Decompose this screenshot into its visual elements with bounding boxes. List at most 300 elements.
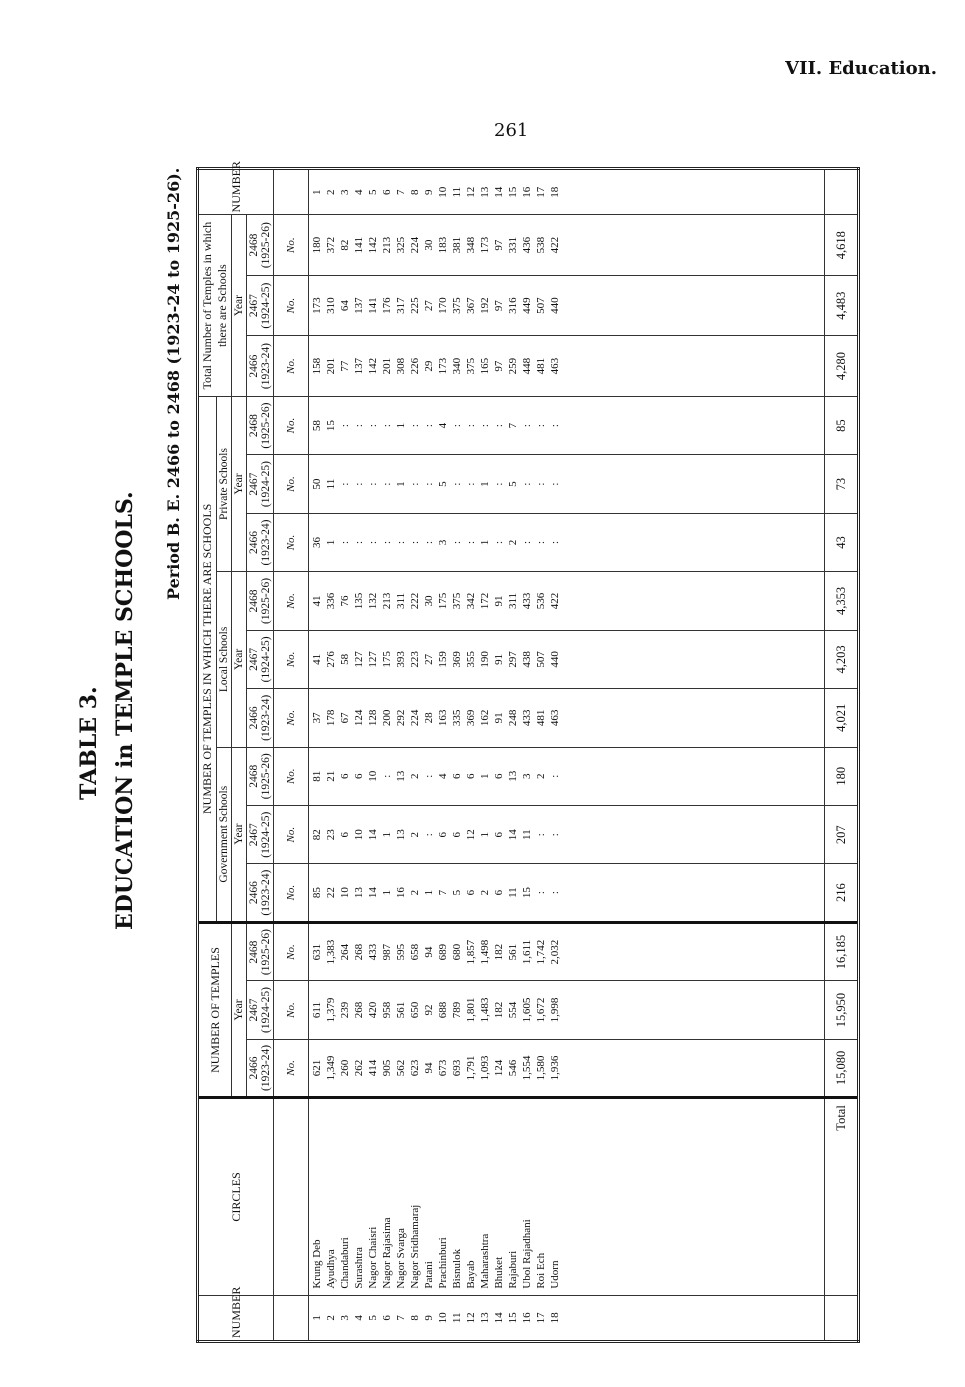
table-cell: :: [549, 774, 561, 778]
table-cell: 159: [437, 651, 449, 668]
table-cell: 170: [437, 297, 449, 314]
table-cell: 342: [465, 592, 477, 610]
table-cell: 6: [353, 773, 365, 779]
table-cell: :: [549, 833, 561, 837]
table-cell: :: [465, 540, 477, 545]
table-cell: 213: [381, 236, 393, 254]
table-cell: 128: [367, 709, 379, 727]
table-cell: :: [549, 424, 561, 428]
table-cell: 64: [339, 300, 351, 312]
table-cell: 223: [409, 651, 421, 668]
table-cell: 631: [311, 943, 323, 961]
table-cell: 650: [409, 1001, 421, 1019]
table-cell: 1: [311, 189, 323, 195]
table-cell: 1,742: [535, 939, 547, 965]
table-cell: 562: [395, 1059, 407, 1077]
table-cell: 16: [521, 186, 533, 198]
year-2468: 2468 (1925-26): [247, 747, 274, 805]
table-cell: 463: [549, 357, 561, 375]
schools-group-header: NUMBER OF TEMPLES IN WHICH THERE ARE SCHOOLS: [198, 396, 217, 922]
table-cell: 2: [409, 889, 421, 896]
table-cell: :: [549, 482, 561, 486]
gov-2468-column: [309, 747, 825, 805]
table-cell: 367: [465, 297, 477, 314]
table-cell: 5: [367, 1315, 379, 1321]
table-cell: :: [409, 540, 421, 545]
table-cell: 18: [549, 186, 561, 198]
table-cell: :: [381, 540, 393, 545]
year-2467: 2467 (1924-25): [247, 455, 274, 513]
table-cell: 297: [507, 651, 519, 668]
table-cell: :: [451, 540, 463, 545]
total-value: 85: [825, 396, 859, 455]
table-cell: 369: [451, 651, 463, 668]
table-cell: 175: [437, 592, 449, 610]
table-cell: :: [339, 482, 351, 486]
table-cell: 176: [381, 297, 393, 314]
table-cell: 239: [339, 1001, 351, 1019]
total-value: 4,618: [825, 215, 859, 275]
total-value: 4,203: [825, 630, 859, 688]
table-cell: 6: [381, 1315, 393, 1321]
table-cell: 22: [325, 887, 337, 899]
no-label: No.: [274, 215, 309, 275]
table-cell: 91: [493, 653, 505, 665]
table-cell: 16: [521, 1312, 533, 1324]
table-cell: 124: [353, 709, 365, 727]
table-cell: 14: [493, 1312, 505, 1324]
table-cell: 142: [367, 357, 379, 375]
table-cell: 163: [437, 709, 449, 727]
table-cell: 259: [507, 357, 519, 375]
table-cell: 448: [521, 357, 533, 375]
table-cell: 10: [437, 186, 449, 198]
year-2466: 2466 (1923-24): [247, 864, 274, 922]
table-cell: 1,791: [465, 1055, 477, 1081]
table-cell: 1: [395, 481, 407, 487]
table-cell: :: [535, 424, 547, 428]
table-cell: 224: [409, 709, 421, 727]
local-2466-column: [309, 689, 825, 747]
table-cell: 546: [507, 1059, 519, 1077]
total-value: 216: [825, 864, 859, 922]
table-cell: 11: [521, 829, 533, 840]
table-cell: 18: [549, 1312, 561, 1324]
table-cell: 16: [395, 887, 407, 899]
table-cell: :: [423, 833, 435, 837]
table-cell: 6: [493, 773, 505, 779]
table-cell: 11: [507, 887, 519, 898]
table-cell: 13: [395, 829, 407, 841]
table-cell: 27: [423, 300, 435, 312]
table-cell: 9: [423, 189, 435, 195]
table-cell: 3: [437, 539, 449, 546]
table-cell: 433: [521, 592, 533, 610]
table-cell: :: [367, 424, 379, 428]
table-cell: 958: [381, 1001, 393, 1019]
table-cell: 268: [353, 943, 365, 961]
table-cell: 381: [451, 236, 463, 254]
year-2467: 2467 (1924-25): [247, 805, 274, 863]
table-cell: :: [381, 424, 393, 428]
table-cell: 37: [311, 712, 323, 724]
table-cell: 6: [381, 189, 393, 195]
total-value: 15,080: [825, 1039, 859, 1097]
year-header: Year: [232, 396, 247, 571]
table-cell: :: [535, 891, 547, 895]
table-cell: 311: [507, 592, 519, 609]
table-cell: :: [451, 482, 463, 486]
table-cell: 2: [409, 831, 421, 838]
table-cell: 1: [479, 773, 491, 779]
table-cell: 689: [437, 943, 449, 961]
private-header: Private Schools: [217, 396, 232, 571]
table-cell: 595: [395, 943, 407, 961]
table-cell: 2: [507, 539, 519, 546]
table-cell: :: [493, 424, 505, 428]
table-cell: 173: [311, 297, 323, 314]
table-cell: 987: [381, 943, 393, 961]
table-cell: 276: [325, 651, 337, 668]
table-cell: 375: [451, 592, 463, 610]
table-cell: 97: [493, 360, 505, 372]
table-cell: 1,580: [535, 1055, 547, 1081]
table-cell: :: [395, 540, 407, 545]
total-value: 4,280: [825, 336, 859, 396]
table-cell: 1,611: [521, 939, 533, 965]
table-cell: :: [521, 424, 533, 428]
table-cell: 481: [535, 357, 547, 375]
no-label: No.: [274, 396, 309, 455]
table-cell: 14: [367, 887, 379, 899]
table-cell: 2: [479, 889, 491, 896]
temples-2466-column: [309, 1039, 825, 1097]
table-cell: 201: [381, 357, 393, 375]
table-cell: 11: [325, 478, 337, 490]
table-cell: 414: [367, 1059, 379, 1077]
table-cell: 67: [339, 712, 351, 724]
year-2468: 2468 (1925-26): [247, 215, 274, 275]
table-cell: 4: [437, 422, 449, 429]
table-cell: 310: [325, 297, 337, 314]
table-cell: 1,093: [479, 1055, 491, 1081]
table-cell: 124: [493, 1059, 505, 1077]
table-cell: 348: [465, 236, 477, 254]
table-cell: 82: [311, 829, 323, 841]
table-cell: 58: [311, 420, 323, 432]
table-cell: 94: [423, 1062, 435, 1074]
table-cell: 15: [325, 420, 337, 432]
table-cell: 693: [451, 1059, 463, 1077]
table-cell: 369: [465, 709, 477, 727]
total-value: 15,950: [825, 981, 859, 1039]
year-2466: 2466 (1923-24): [247, 1039, 274, 1097]
table-cell: 433: [367, 943, 379, 961]
table-cell: 97: [493, 239, 505, 251]
table-cell: 6: [437, 831, 449, 838]
table-cell: 536: [535, 592, 547, 610]
table-cell: 340: [451, 357, 463, 375]
total-2467-column: [309, 275, 825, 335]
no-label: No.: [274, 805, 309, 863]
table-cell: 6: [493, 831, 505, 838]
table-cell: 91: [493, 595, 505, 607]
table-cell: 91: [493, 712, 505, 724]
table-cell: 336: [325, 592, 337, 610]
table-cell: 260: [339, 1059, 351, 1077]
table-cell: 182: [493, 943, 505, 961]
education-table: [196, 161, 860, 1343]
total-value: 207: [825, 805, 859, 863]
table-cell: 561: [507, 943, 519, 961]
table-cell: Roi Ech: [535, 1252, 547, 1289]
table-cell: Ubol Rajadhani: [521, 1219, 533, 1289]
table-cell: 438: [521, 651, 533, 668]
table-cell: 262: [353, 1059, 365, 1077]
total-value: 180: [825, 747, 859, 805]
table-cell: 1,857: [465, 939, 477, 965]
table-cell: 13: [479, 1312, 491, 1324]
government-header: Government Schools: [217, 747, 232, 922]
table-cell: :: [535, 540, 547, 545]
table-cell: :: [493, 540, 505, 545]
table-cell: 1: [381, 889, 393, 896]
table-cell: 463: [549, 709, 561, 727]
no-label: No.: [274, 630, 309, 688]
table-cell: 393: [395, 651, 407, 668]
table-cell: Prachinburi: [437, 1237, 449, 1289]
table-cell: :: [423, 424, 435, 428]
table-cell: 3: [339, 1315, 351, 1321]
table-cell: 2: [325, 189, 337, 195]
table-cell: Bhuket: [493, 1256, 505, 1289]
table-cell: 2,032: [549, 939, 561, 965]
table-cell: :: [423, 774, 435, 778]
table-cell: 325: [395, 236, 407, 254]
table-cell: 8: [409, 1315, 421, 1321]
table-cell: 222: [409, 592, 421, 610]
table-cell: 507: [535, 297, 547, 314]
table-cell: Nagor Chaisri: [367, 1226, 379, 1289]
table-cell: 12: [465, 829, 477, 841]
table-cell: 1,498: [479, 939, 491, 965]
private-2466-column: [309, 513, 825, 571]
table-cell: 9: [423, 1315, 435, 1321]
table-cell: 173: [437, 357, 449, 375]
table-cell: 1,554: [521, 1055, 533, 1081]
table-cell: 264: [339, 943, 351, 961]
table-cell: 1,998: [549, 997, 561, 1023]
table-cell: 1,379: [325, 997, 337, 1023]
table-cell: 789: [451, 1001, 463, 1019]
table-cell: 225: [409, 297, 421, 314]
year-2467: 2467 (1924-25): [247, 981, 274, 1039]
temples-2467-column: [309, 981, 825, 1039]
table-cell: 30: [423, 239, 435, 251]
total-value: 43: [825, 513, 859, 571]
table-cell: 372: [325, 236, 337, 254]
table-cell: 611: [311, 1001, 323, 1019]
table-cell: 29: [423, 360, 435, 372]
number-header-right: NUMBER: [198, 169, 274, 215]
table-cell: 201: [325, 357, 337, 375]
total-value: 4,021: [825, 689, 859, 747]
table-cell: 331: [507, 236, 519, 254]
table-cell: :: [521, 540, 533, 545]
year-2467: 2467 (1924-25): [247, 630, 274, 688]
no-label: No.: [274, 572, 309, 630]
table-cell: 200: [381, 709, 393, 727]
table-cell: 226: [409, 357, 421, 375]
table-cell: 6: [451, 773, 463, 779]
table-cell: :: [451, 424, 463, 428]
table-cell: :: [381, 774, 393, 778]
private-2467-column: [309, 455, 825, 513]
table-cell: 127: [367, 651, 379, 668]
table-cell: :: [535, 482, 547, 486]
no-label: No.: [274, 922, 309, 980]
year-header: Year: [232, 922, 247, 1097]
total-2468-column: [309, 215, 825, 275]
table-cell: 41: [311, 653, 323, 665]
row-numbers-right: [309, 169, 825, 215]
table-cell: Nagor Rajasima: [381, 1217, 393, 1289]
table-cell: 5: [437, 481, 449, 487]
table-cell: Maharashtra: [479, 1233, 491, 1289]
year-2466: 2466 (1923-24): [247, 689, 274, 747]
table-cell: :: [409, 482, 421, 486]
table-cell: 15: [507, 1312, 519, 1324]
year-2468: 2468 (1925-26): [247, 396, 274, 455]
table-cell: 1,936: [549, 1055, 561, 1081]
table-cell: 7: [395, 189, 407, 195]
table-cell: 12: [465, 186, 477, 198]
no-label: No.: [274, 275, 309, 335]
no-label: No.: [274, 981, 309, 1039]
table-cell: Rajaburi: [507, 1250, 519, 1289]
table-cell: 2: [535, 773, 547, 779]
local-2467-column: [309, 630, 825, 688]
table-cell: :: [549, 540, 561, 545]
table-cell: 13: [479, 186, 491, 198]
table-cell: 10: [437, 1312, 449, 1324]
table-cell: :: [465, 424, 477, 428]
table-cell: 15: [507, 186, 519, 198]
table-cell: 162: [479, 709, 491, 727]
table-cell: 175: [381, 651, 393, 668]
table-title: EDUCATION in TEMPLE SCHOOLS.: [112, 491, 138, 930]
table-cell: Udorn: [549, 1260, 561, 1289]
table-cell: 3: [339, 189, 351, 195]
year-2468: 2468 (1925-26): [247, 922, 274, 980]
table-cell: 355: [465, 651, 477, 668]
table-cell: 173: [479, 236, 491, 254]
table-cell: :: [339, 424, 351, 428]
table-cell: 688: [437, 1001, 449, 1019]
table-cell: 82: [339, 239, 351, 251]
no-label: No.: [274, 689, 309, 747]
gov-2466-column: [309, 864, 825, 922]
table-cell: :: [535, 833, 547, 837]
table-cell: :: [465, 482, 477, 486]
table-cell: 178: [325, 709, 337, 727]
table-cell: 1,483: [479, 997, 491, 1023]
no-label: No.: [274, 864, 309, 922]
table-label: TABLE 3.: [76, 686, 102, 800]
table-cell: 420: [367, 1001, 379, 1019]
table-cell: 680: [451, 943, 463, 961]
table-cell: 165: [479, 357, 491, 375]
section-header: VII. Education.: [785, 58, 937, 79]
year-2466: 2466 (1923-24): [247, 513, 274, 571]
page-number: 261: [494, 120, 529, 141]
table-cell: 17: [535, 1312, 547, 1324]
table-cell: 10: [367, 770, 379, 782]
table-cell: :: [549, 891, 561, 895]
table-cell: 1,801: [465, 997, 477, 1023]
table-cell: 76: [339, 595, 351, 607]
table-cell: 94: [423, 946, 435, 958]
table-cell: 13: [507, 770, 519, 782]
table-cell: :: [353, 482, 365, 486]
table-cell: 1: [381, 831, 393, 838]
table-cell: 4: [437, 773, 449, 779]
table-cell: 14: [507, 829, 519, 841]
no-label: No.: [274, 1039, 309, 1097]
table-cell: 6: [465, 889, 477, 896]
table-cell: 1: [325, 539, 337, 546]
table-cell: 11: [451, 1312, 463, 1324]
table-cell: :: [423, 540, 435, 545]
table-cell: 317: [395, 297, 407, 314]
table-cell: 172: [479, 592, 491, 610]
table-cell: :: [367, 540, 379, 545]
table-cell: 13: [353, 887, 365, 899]
table-cell: 85: [311, 887, 323, 899]
table-cell: :: [339, 540, 351, 545]
table-cell: 2: [409, 773, 421, 779]
table-cell: :: [353, 540, 365, 545]
table-cell: 30: [423, 595, 435, 607]
total-schools-header: Total Number of Temples in which there are Schools: [198, 215, 232, 396]
table-cell: 14: [493, 186, 505, 198]
total-value: 4,353: [825, 572, 859, 630]
no-label: No.: [274, 336, 309, 396]
total-value: 73: [825, 455, 859, 513]
table-cell: 141: [367, 297, 379, 314]
table-cell: 268: [353, 1001, 365, 1019]
table-cell: 183: [437, 236, 449, 254]
table-cell: 137: [353, 357, 365, 375]
year-header: Year: [232, 572, 247, 747]
table-cell: 554: [507, 1001, 519, 1019]
table-cell: 561: [395, 1001, 407, 1019]
private-2468-column: [309, 396, 825, 455]
table-cell: 6: [339, 831, 351, 838]
table-cell: :: [479, 424, 491, 428]
table-cell: :: [409, 424, 421, 428]
table-cell: :: [381, 482, 393, 486]
table-cell: 7: [395, 1315, 407, 1321]
table-cell: 422: [549, 236, 561, 254]
table-cell: 1: [479, 481, 491, 487]
table-cell: 375: [451, 297, 463, 314]
table-cell: 433: [521, 709, 533, 727]
table-cell: 224: [409, 236, 421, 254]
table-cell: 17: [535, 186, 547, 198]
local-2468-column: [309, 572, 825, 630]
table-cell: 1: [395, 422, 407, 429]
